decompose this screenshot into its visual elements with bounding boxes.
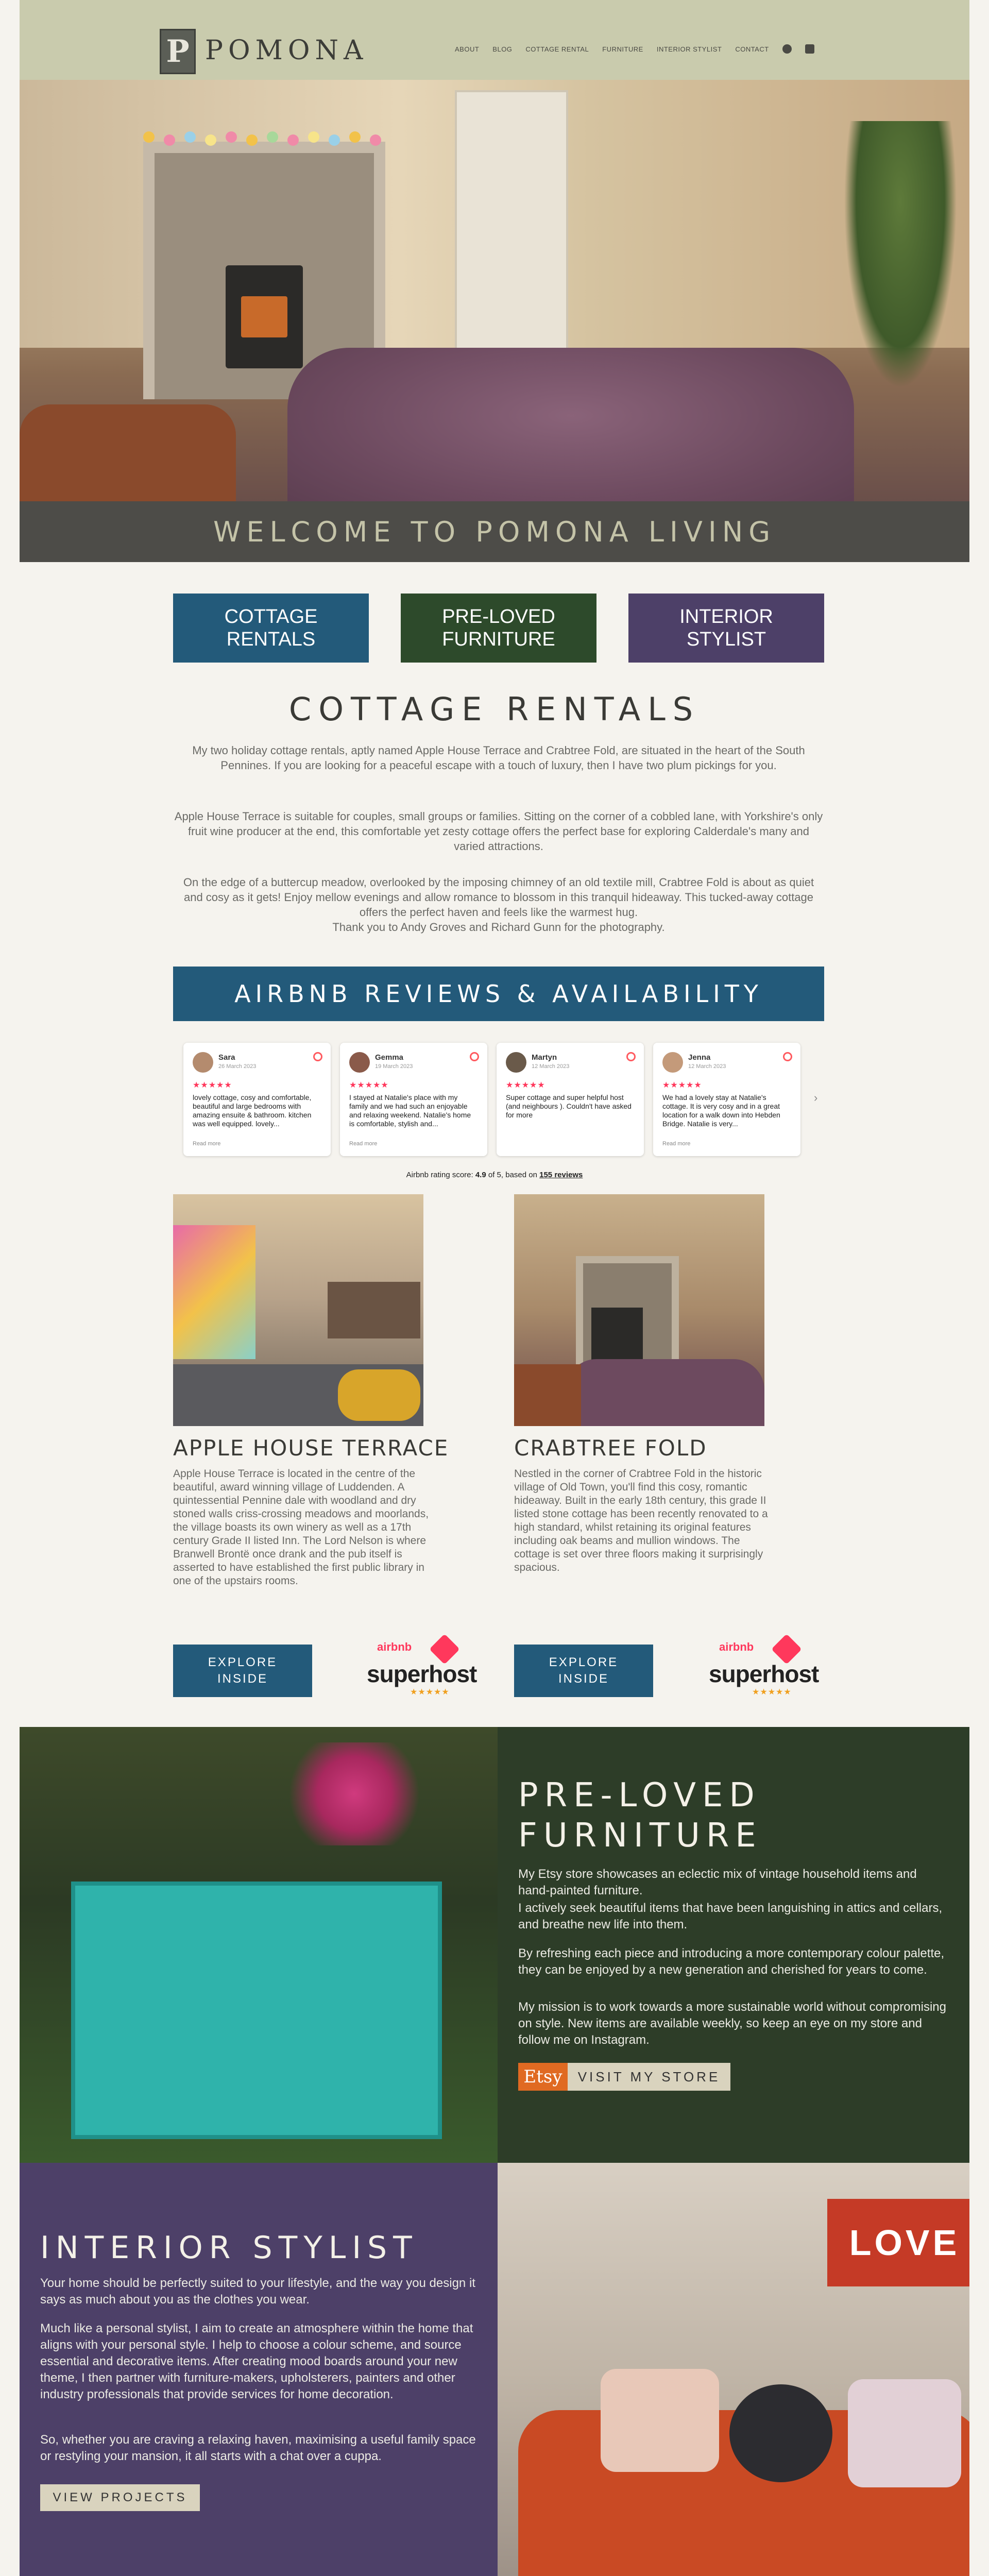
reviews-carousel: [183, 1043, 800, 1156]
stove: [591, 1308, 643, 1364]
stylist-text: Your home should be perfectly suited to your lifestyle, and the way you design it says as much about you as the clothes you wear.: [40, 2276, 475, 2307]
love-sign: LOVE: [827, 2199, 969, 2286]
review-text: I stayed at Natalie's place with my family and we had such an enjoyable and relaxing weekend. Natalie's home is comfortable, stylish and...: [349, 1093, 471, 1128]
facebook-icon[interactable]: [782, 44, 792, 54]
furniture-text: I actively seek beautiful items that have been languishing in attics and cellars, and breathe new life into them.: [518, 1901, 943, 1931]
stylist-title: INTERIOR STYLIST: [40, 2230, 418, 2266]
airbnb-icon: [626, 1052, 636, 1061]
interior-stylist-button[interactable]: INTERIOR STYLIST: [628, 594, 824, 663]
furniture-title-line1: PRE-LOVED: [518, 1776, 761, 1815]
superhost-badge: [709, 1638, 819, 1697]
hero-image: [20, 80, 969, 501]
review-date: 19 March 2023: [375, 1063, 413, 1070]
rating-count-link[interactable]: 155 reviews: [539, 1171, 583, 1179]
stylist-text: So, whether you are craving a relaxing haven, maximising a useful family space or restyling your mansion, it all starts with a chat over a cuppa.: [40, 2433, 476, 2463]
view-projects-button[interactable]: VIEW PROJECTS: [40, 2484, 200, 2511]
fairy-lights: [143, 131, 385, 147]
armchair: [514, 1364, 581, 1426]
airbnb-icon: [313, 1052, 322, 1061]
review-name: Gemma: [375, 1053, 404, 1062]
furniture-text: My Etsy store showcases an eclectic mix of vintage household items and hand-painted furniture.: [518, 1867, 917, 1897]
review-card[interactable]: [497, 1043, 644, 1156]
avatar: [349, 1052, 370, 1073]
review-card[interactable]: [183, 1043, 331, 1156]
superhost-stars: ★★★★★: [410, 1688, 450, 1697]
apple-house-title: APPLE HOUSE TERRACE: [173, 1435, 449, 1461]
explore-crabtree-fold-button[interactable]: EXPLORE INSIDE: [514, 1645, 653, 1697]
stylist-panel: [20, 2163, 498, 2576]
main-nav: [455, 44, 814, 54]
hero-door: [455, 90, 568, 379]
sofa: [566, 1359, 764, 1426]
cottage-crabtree-intro: On the edge of a buttercup meadow, overlooked by the imposing chimney of an old textile mill, Crabtree Fold is about as quiet and cosy as it gets! Enjoy mellow evenings and allow romance to blossom in this tranquil hideaway. This tucked-away cottage offers the perfect haven and feels like the warmest hug.: [183, 876, 814, 919]
avatar: [506, 1052, 526, 1073]
hero-plant: [844, 121, 957, 389]
hero-stove: [226, 265, 303, 368]
visit-store-button[interactable]: [518, 2063, 730, 2091]
nav-cottage-rental[interactable]: COTTAGE RENTAL: [525, 45, 589, 53]
photo-credit: Thank you to Andy Groves and Richard Gunn for the photography.: [332, 921, 665, 934]
logo-icon[interactable]: [160, 29, 196, 74]
hero-leather-sofa: [20, 404, 236, 501]
airbnb-reviews-banner[interactable]: [173, 967, 824, 1021]
superhost-badge: [367, 1638, 477, 1697]
pre-loved-furniture-button[interactable]: PRE-LOVED FURNITURE: [401, 594, 596, 663]
cottage-rentals-title: COTTAGE RENTALS: [288, 690, 701, 728]
logo-letter: P: [166, 33, 190, 70]
cottage-rentals-button[interactable]: COTTAGE RENTALS: [173, 594, 369, 663]
hero-title: WELCOME TO POMONA LIVING: [213, 515, 776, 548]
hero-velvet-sofa: [287, 348, 854, 501]
patterned-wall: [173, 1225, 255, 1359]
superhost-stars: ★★★★★: [752, 1688, 792, 1697]
review-card[interactable]: [340, 1043, 487, 1156]
review-text: lovely cottage, cosy and comfortable, beautiful and large bedrooms with amazing ensuite & bathroom. kitchen was well equipped. lovely...: [193, 1093, 312, 1128]
crabtree-fold-text: Nestled in the corner of Crabtree Fold in the historic village of Old Town, you'll find this cosy, romantic hideaway. Built in the early 18th century, this grade II listed stone cottage has been recently renovated to a high standard, whilst retaining its original features including oak beams and mullion windows. The cottage is set over three floors making it surprisingly spacious.: [514, 1468, 768, 1573]
review-stars: ★★★★★: [662, 1081, 702, 1090]
review-stars: ★★★★★: [506, 1081, 545, 1090]
review-stars: ★★★★★: [349, 1081, 389, 1090]
apple-house-image[interactable]: [173, 1194, 423, 1426]
review-card[interactable]: [653, 1043, 800, 1156]
apple-house-text: Apple House Terrace is located in the centre of the beautiful, award winning village of Luddenden. A quintessential Pennine dale with woodland and dry stoned walls criss-crossing meadows and moorlands, the village boasts its own winery as well as a 17th century Grade II listed Inn. The Lord Nelson is where Branwell Brontë once drank and the pub itself is asserted to have established the first public library in one of the upstairs rooms.: [173, 1468, 429, 1587]
furniture-title: [518, 1775, 762, 1856]
review-stars: ★★★★★: [193, 1081, 232, 1090]
airbnb-reviews-title: AIRBNB REVIEWS & AVAILABILITY: [234, 980, 763, 1008]
review-name: Jenna: [688, 1053, 711, 1062]
furniture-panel: [498, 1727, 969, 2163]
logo-text[interactable]: POMONA: [205, 35, 368, 66]
review-date: 12 March 2023: [688, 1063, 726, 1070]
site-header: [20, 0, 969, 80]
review-name: Sara: [218, 1053, 235, 1062]
nav-contact[interactable]: CONTACT: [735, 45, 769, 53]
nav-about[interactable]: ABOUT: [455, 45, 480, 53]
floral-cushion: [601, 2369, 719, 2472]
instagram-icon[interactable]: [805, 44, 814, 54]
crabtree-fold-image[interactable]: [514, 1194, 764, 1426]
review-text: We had a lovely stay at Natalie's cottage. It is very cosy and in a great location for a walk down into Hebden Bridge. Natalie is very...: [662, 1093, 780, 1128]
airbnb-rating: [0, 1171, 989, 1179]
furniture-image: [20, 1727, 498, 2163]
review-text: Super cottage and super helpful host (and neighbours ). Couldn't have asked for more: [506, 1093, 632, 1119]
read-more-link[interactable]: Read more: [662, 1141, 691, 1147]
fireplace: [328, 1282, 420, 1338]
cottage-apple-intro: Apple House Terrace is suitable for couples, small groups or families. Sitting on the corner of a cobbled lane, with Yorkshire's only fruit wine producer at the end, this comfortable yet zesty cottage offers the perfect base for exploring Calderdale's many and varied attractions.: [174, 810, 823, 853]
avatar: [193, 1052, 213, 1073]
floral-cushion: [848, 2379, 961, 2487]
crabtree-fold-title: CRABTREE FOLD: [514, 1435, 707, 1461]
rating-value: 4.9: [475, 1171, 486, 1179]
hero-banner: [20, 501, 969, 562]
painted-cabinet: [71, 1882, 442, 2139]
armchair: [338, 1369, 420, 1421]
airbnb-icon: [783, 1052, 792, 1061]
stylist-image: [498, 2163, 969, 2576]
rating-prefix: Airbnb rating score:: [406, 1171, 475, 1179]
superhost-label: superhost: [709, 1660, 819, 1687]
nav-blog[interactable]: BLOG: [492, 45, 513, 53]
chevron-right-icon[interactable]: ›: [814, 1091, 818, 1104]
furniture-text: My mission is to work towards a more sustainable world without compromising on style. New items are available weekly, so keep an eye on my store and follow me on Instagram.: [518, 2000, 946, 2047]
review-name: Martyn: [532, 1053, 557, 1062]
furniture-title-line2: FURNITURE: [518, 1817, 762, 1855]
cottage-intro: My two holiday cottage rentals, aptly named Apple House Terrace and Crabtree Fold, are situated in the heart of the South Pennines. If you are looking for a peaceful escape with a touch of luxury, then I have two plum pickings for you.: [192, 744, 805, 772]
superhost-label: superhost: [367, 1660, 477, 1687]
read-more-link[interactable]: Read more: [193, 1141, 221, 1147]
airbnb-brand: airbnb: [719, 1640, 754, 1653]
flowers: [277, 1742, 432, 1845]
airbnb-icon: [470, 1052, 479, 1061]
read-more-link[interactable]: Read more: [349, 1141, 378, 1147]
velvet-cushion: [729, 2384, 832, 2482]
review-date: 12 March 2023: [532, 1063, 570, 1070]
review-date: 26 March 2023: [218, 1063, 257, 1070]
avatar: [662, 1052, 683, 1073]
visit-store-label: VISIT MY STORE: [568, 2063, 730, 2091]
nav-interior-stylist[interactable]: INTERIOR STYLIST: [656, 45, 722, 53]
furniture-text: By refreshing each piece and introducing a more contemporary colour palette, they can be enjoyed by a new generation and cherished for years to come.: [518, 1946, 945, 1977]
etsy-logo: Etsy: [518, 2063, 568, 2091]
explore-apple-house-button[interactable]: EXPLORE INSIDE: [173, 1645, 312, 1697]
nav-furniture[interactable]: FURNITURE: [602, 45, 643, 53]
airbnb-brand: airbnb: [377, 1640, 412, 1653]
stylist-text: Much like a personal stylist, I aim to create an atmosphere within the home that aligns with your personal style. I help to choose a colour scheme, and source essential and decorative items. After creating mood boards around your new theme, I then partner with furniture-makers, upholsterers, painters and other industry professionals that provide services for home decoration.: [40, 2321, 473, 2401]
rating-middle: of 5, based on: [486, 1171, 540, 1179]
